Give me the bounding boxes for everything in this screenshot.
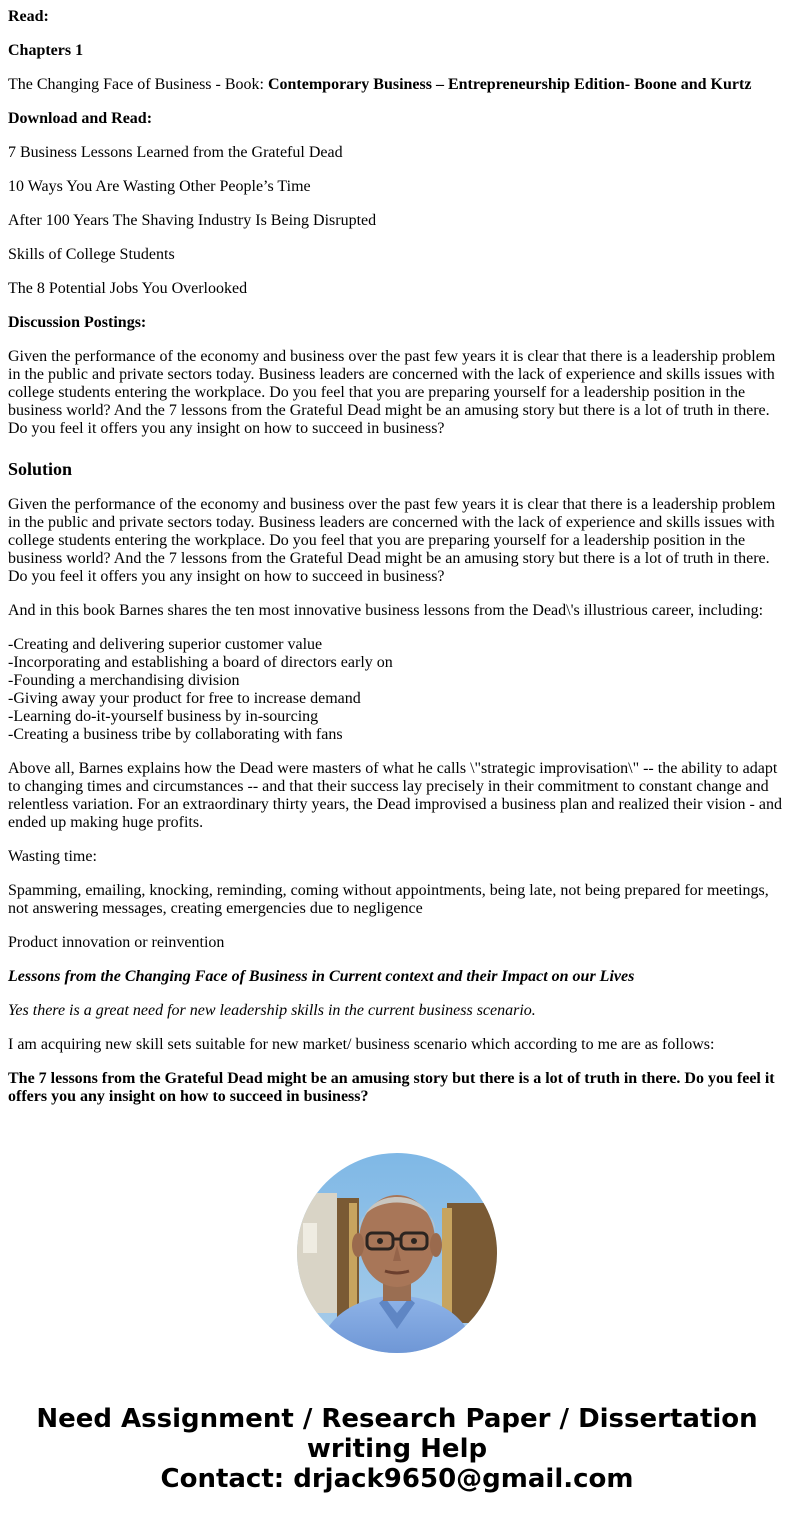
wasting-time-label: Wasting time: <box>8 848 97 865</box>
closing-question: The 7 lessons from the Grateful Dead might be an amusing story but there is a lot of truth in there. Do you feel it offers you any insight on how to succeed in business? <box>8 1070 775 1105</box>
contact-banner <box>0 1404 794 1494</box>
avatar <box>297 1153 497 1353</box>
book-reference: The Changing Face of Business - Book: Contemporary Business – Entrepreneurship Edition- Boone and Kurtz <box>8 76 752 93</box>
chapters-heading: Chapters 1 <box>8 42 84 59</box>
list-item: -Founding a merchandising division <box>8 672 240 689</box>
wasting-time-text: Spamming, emailing, knocking, reminding, coming without appointments, being late, not being prepared for meetings, not answering messages, creating emergencies due to negligence <box>8 882 769 917</box>
discussion-text: Given the performance of the economy and business over the past few years it is clear that there is a leadership problem in the public and private sectors today. Business leaders are concerned with the lack of experience and skills issues with college students entering the workplace. Do you feel that you are preparing yourself for a leadership position in the business world? And the 7 lessons from the Grateful Dead might be an amusing story but there is a lot of truth in there. Do you feel it offers you any insight on how to succeed in business? <box>8 348 776 437</box>
lessons-heading: Lessons from the Changing Face of Business in Current context and their Impact on our Lives <box>8 968 635 985</box>
list-item: -Creating a business tribe by collaborating with fans <box>8 726 343 743</box>
article-item: 7 Business Lessons Learned from the Grateful Dead <box>8 144 343 161</box>
download-heading: Download and Read: <box>8 110 153 127</box>
lessons-list <box>8 636 786 744</box>
author-portrait-image <box>297 1153 497 1353</box>
discussion-heading: Discussion Postings: <box>8 314 147 331</box>
improvisation-paragraph: Above all, Barnes explains how the Dead were masters of what he calls \"strategic improvisation\" -- the ability to adapt to changing times and circumstances -- and that their success lay precisely in their commitment to constant change and relentless variation. For an extraordinary thirty years, the Dead improvised a business plan and realized their vision - and ended up making huge profits. <box>8 760 782 831</box>
list-item: -Giving away your product for free to increase demand <box>8 690 361 707</box>
innovation-text: Product innovation or reinvention <box>8 934 225 951</box>
read-heading: Read: <box>8 8 49 25</box>
list-item: -Creating and delivering superior customer value <box>8 636 323 653</box>
document-body <box>8 0 786 1106</box>
leadership-note: Yes there is a great need for new leadership skills in the current business scenario. <box>8 1002 536 1019</box>
article-item: The 8 Potential Jobs You Overlooked <box>8 280 248 297</box>
book-title: Contemporary Business – Entrepreneurship Edition- Boone and Kurtz <box>267 76 752 93</box>
skills-text: I am acquiring new skill sets suitable for new market/ business scenario which according to me are as follows: <box>8 1036 715 1053</box>
banner-contact-line: Contact: drjack9650@gmail.com <box>160 1464 634 1494</box>
book-intro: And in this book Barnes shares the ten most innovative business lessons from the Dead\'s illustrious career, including: <box>8 602 764 619</box>
restated-question: Given the performance of the economy and business over the past few years it is clear that there is a leadership problem in the public and private sectors today. Business leaders are concerned with the lack of experience and skills issues with college students entering the workplace. Do you feel that you are preparing yourself for a leadership position in the business world? And the 7 lessons from the Grateful Dead might be an amusing story but there is a lot of truth in there. Do you feel it offers you any insight on how to succeed in business? <box>8 496 776 585</box>
banner-line-1: Need Assignment / Research Paper / Dissertation <box>36 1404 758 1434</box>
solution-heading: Solution <box>8 459 73 479</box>
list-item: -Incorporating and establishing a board of directors early on <box>8 654 393 671</box>
article-item: After 100 Years The Shaving Industry Is Being Disrupted <box>8 212 377 229</box>
article-item: 10 Ways You Are Wasting Other People’s Time <box>8 178 311 195</box>
banner-line-2: writing Help <box>306 1434 488 1464</box>
list-item: -Learning do-it-yourself business by in-sourcing <box>8 708 319 725</box>
article-item: Skills of College Students <box>8 246 175 263</box>
